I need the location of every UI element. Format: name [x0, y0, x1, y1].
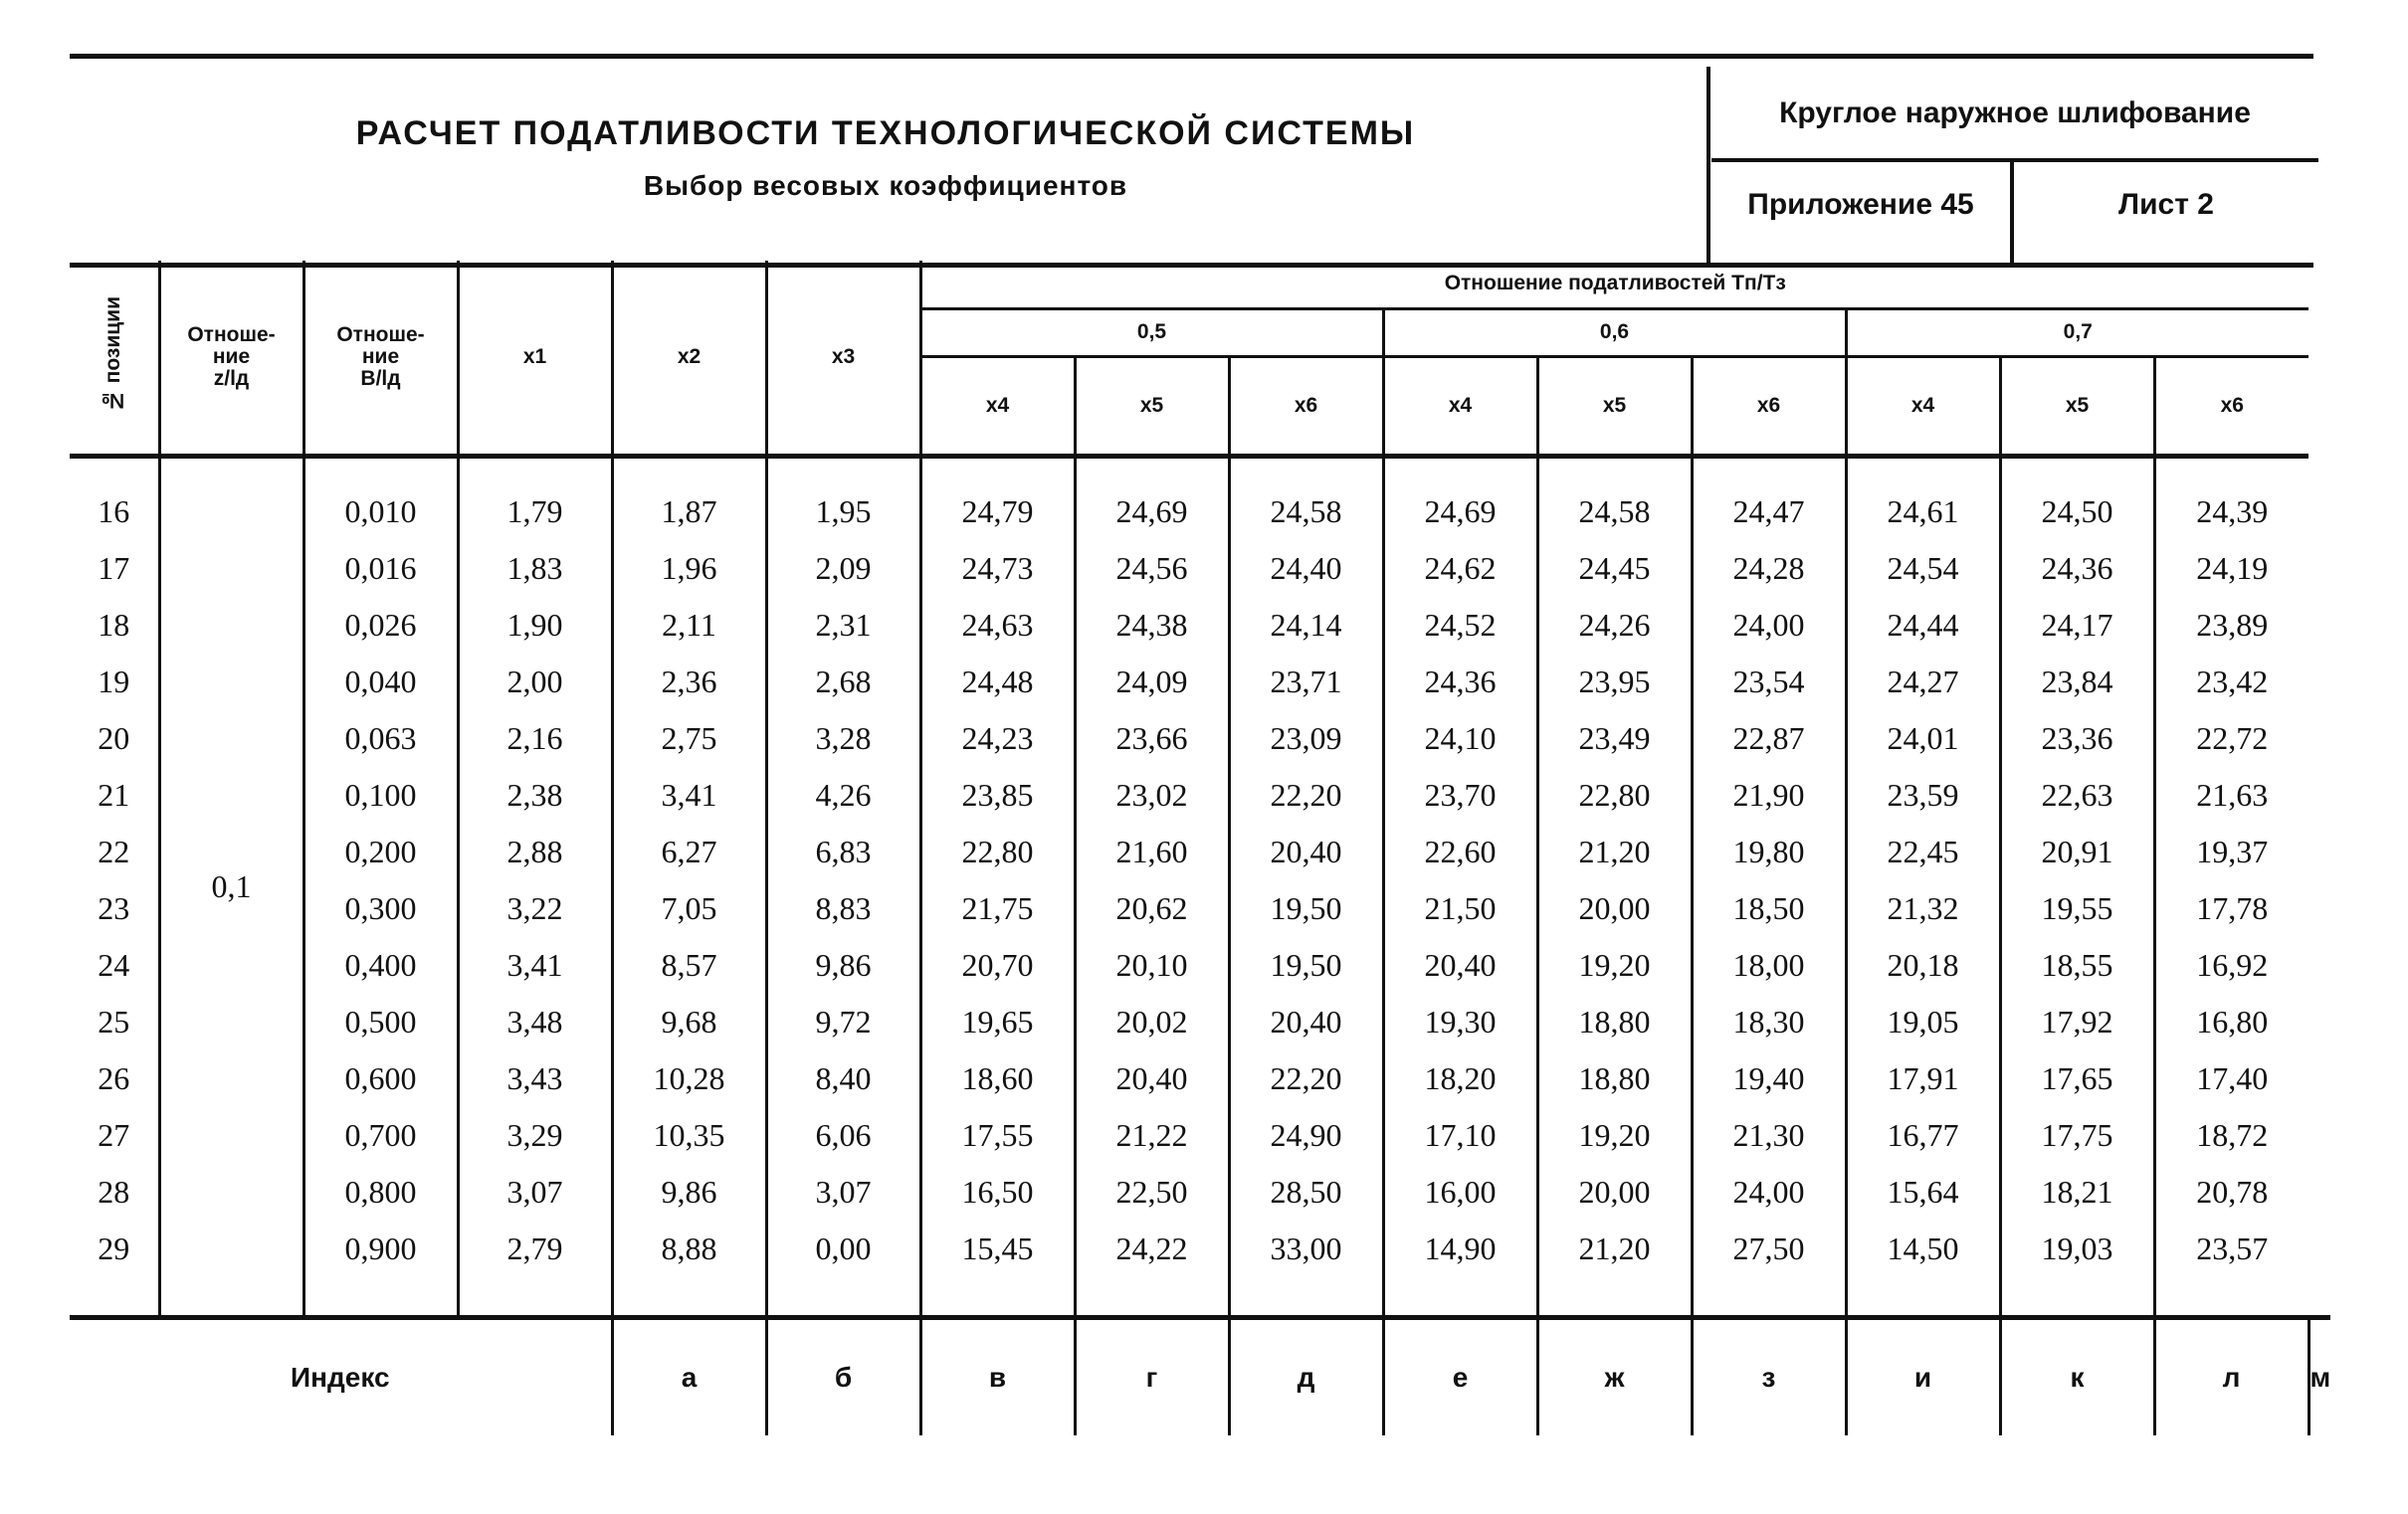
value-cell: 6,83 [766, 824, 920, 880]
value-cell: 24,58 [1537, 483, 1692, 540]
spacer-row [70, 456, 2330, 483]
value-cell: 22,63 [2000, 767, 2154, 824]
value-cell: 24,58 [1229, 483, 1383, 540]
value-cell: 24,38 [1075, 597, 1229, 654]
value-cell: 24,36 [1383, 654, 1537, 710]
value-cell: 18,00 [1692, 937, 1846, 994]
value-cell: 0,500 [303, 994, 458, 1050]
value-cell: 2,16 [458, 710, 612, 767]
table-row [70, 937, 2330, 994]
table-row [70, 1050, 2330, 1107]
value-cell: 24,17 [2000, 597, 2154, 654]
index-letter: з [1692, 1317, 1846, 1435]
value-cell: 2,75 [612, 710, 766, 767]
position-cell: 17 [98, 550, 130, 586]
value-cell: 22,45 [1846, 824, 2000, 880]
index-letter: м [2308, 1317, 2330, 1435]
subcol-x5: x5 [1075, 356, 1229, 456]
value-cell: 17,40 [2154, 1050, 2308, 1107]
value-cell: 24,23 [920, 710, 1075, 767]
value-cell: 19,20 [1537, 937, 1692, 994]
value-cell: 18,72 [2154, 1107, 2308, 1164]
ratio-z-line1: Отноше- [187, 322, 276, 346]
value-cell: 0,063 [303, 710, 458, 767]
value-cell: 24,79 [920, 483, 1075, 540]
value-cell: 24,45 [1537, 540, 1692, 597]
x2-header: x2 [612, 261, 766, 456]
process-name: Круглое наружное шлифование [1779, 96, 2251, 129]
value-cell: 17,91 [1846, 1050, 2000, 1107]
value-cell: 22,87 [1692, 710, 1846, 767]
value-cell: 20,70 [920, 937, 1075, 994]
value-cell: 20,40 [1229, 994, 1383, 1050]
group-0-5: 0,5 [920, 308, 1383, 356]
value-cell: 19,50 [1229, 937, 1383, 994]
table-row [70, 880, 2330, 937]
value-cell: 23,57 [2154, 1221, 2308, 1277]
value-cell: 4,26 [766, 767, 920, 824]
subcol-x4: x4 [1846, 356, 2000, 456]
value-cell: 23,54 [1692, 654, 1846, 710]
value-cell: 19,50 [1229, 880, 1383, 937]
value-cell: 21,20 [1537, 1221, 1692, 1277]
value-cell: 14,50 [1846, 1221, 2000, 1277]
value-cell: 2,11 [612, 597, 766, 654]
value-cell: 24,28 [1692, 540, 1846, 597]
value-cell: 22,80 [1537, 767, 1692, 824]
value-cell: 2,38 [458, 767, 612, 824]
value-cell: 20,91 [2000, 824, 2154, 880]
value-cell: 23,70 [1383, 767, 1537, 824]
value-cell: 24,56 [1075, 540, 1229, 597]
value-cell: 24,19 [2154, 540, 2308, 597]
subcol-x4: x4 [1383, 356, 1537, 456]
x3-header: x3 [766, 261, 920, 456]
value-cell: 23,85 [920, 767, 1075, 824]
value-cell: 2,31 [766, 597, 920, 654]
document-header [70, 54, 2313, 268]
value-cell: 20,78 [2154, 1164, 2308, 1221]
value-cell: 0,040 [303, 654, 458, 710]
value-cell: 3,43 [458, 1050, 612, 1107]
value-cell: 17,65 [2000, 1050, 2154, 1107]
coefficients-table [70, 261, 2330, 1435]
value-cell: 28,50 [1229, 1164, 1383, 1221]
ratio-z-line2: ние [212, 344, 251, 368]
value-cell: 24,73 [920, 540, 1075, 597]
value-cell: 17,75 [2000, 1107, 2154, 1164]
appendix-label: Приложение 45 [1747, 188, 1974, 221]
value-cell: 24,27 [1846, 654, 2000, 710]
position-cell: 24 [98, 947, 130, 983]
index-letter: ж [1537, 1317, 1692, 1435]
value-cell: 18,80 [1537, 1050, 1692, 1107]
value-cell: 21,20 [1537, 824, 1692, 880]
value-cell: 0,700 [303, 1107, 458, 1164]
value-cell: 0,300 [303, 880, 458, 937]
table-row [70, 767, 2330, 824]
value-cell: 23,09 [1229, 710, 1383, 767]
value-cell: 2,68 [766, 654, 920, 710]
position-cell: 19 [98, 663, 130, 699]
value-cell: 7,05 [612, 880, 766, 937]
value-cell: 15,64 [1846, 1164, 2000, 1221]
subcol-x6: x6 [2154, 356, 2308, 456]
value-cell: 6,27 [612, 824, 766, 880]
value-cell: 21,63 [2154, 767, 2308, 824]
z-ratio-value: 0,1 [211, 867, 252, 904]
value-cell: 16,92 [2154, 937, 2308, 994]
value-cell: 21,75 [920, 880, 1075, 937]
value-cell: 19,80 [1692, 824, 1846, 880]
index-letter: к [2000, 1317, 2154, 1435]
index-letter: е [1383, 1317, 1537, 1435]
position-cell: 27 [98, 1117, 130, 1153]
table-row [70, 1164, 2330, 1221]
value-cell: 22,72 [2154, 710, 2308, 767]
value-cell: 0,100 [303, 767, 458, 824]
value-cell: 0,900 [303, 1221, 458, 1277]
position-cell: 20 [98, 720, 130, 756]
value-cell: 23,42 [2154, 654, 2308, 710]
position-cell: 29 [98, 1230, 130, 1266]
value-cell: 15,45 [920, 1221, 1075, 1277]
value-cell: 24,47 [1692, 483, 1846, 540]
value-cell: 18,50 [1692, 880, 1846, 937]
value-cell: 24,50 [2000, 483, 2154, 540]
value-cell: 0,010 [303, 483, 458, 540]
document-title: РАСЧЕТ ПОДАТЛИВОСТИ ТЕХНОЛОГИЧЕСКОЙ СИСТЕМЫ [355, 114, 1416, 152]
position-cell: 26 [98, 1060, 130, 1096]
value-cell: 9,86 [612, 1164, 766, 1221]
value-cell: 24,69 [1075, 483, 1229, 540]
value-cell: 27,50 [1692, 1221, 1846, 1277]
table-row [70, 994, 2330, 1050]
value-cell: 3,41 [612, 767, 766, 824]
value-cell: 17,78 [2154, 880, 2308, 937]
value-cell: 21,60 [1075, 824, 1229, 880]
ratio-z-header [159, 261, 303, 456]
value-cell: 18,80 [1537, 994, 1692, 1050]
value-cell: 20,40 [1383, 937, 1537, 994]
value-cell: 21,22 [1075, 1107, 1229, 1164]
position-cell: 18 [98, 607, 130, 643]
value-cell: 8,83 [766, 880, 920, 937]
value-cell: 19,65 [920, 994, 1075, 1050]
value-cell: 22,20 [1229, 767, 1383, 824]
value-cell: 24,39 [2154, 483, 2308, 540]
value-cell: 17,55 [920, 1107, 1075, 1164]
value-cell: 2,09 [766, 540, 920, 597]
value-cell: 21,32 [1846, 880, 2000, 937]
position-header [70, 261, 159, 456]
value-cell: 22,60 [1383, 824, 1537, 880]
value-cell: 0,00 [766, 1221, 920, 1277]
table-row [70, 1107, 2330, 1164]
index-letter: а [612, 1317, 766, 1435]
value-cell: 20,00 [1537, 880, 1692, 937]
value-cell: 17,92 [2000, 994, 2154, 1050]
value-cell: 9,68 [612, 994, 766, 1050]
value-cell: 24,63 [920, 597, 1075, 654]
ratio-b-header [303, 261, 458, 456]
value-cell: 16,50 [920, 1164, 1075, 1221]
table-row [70, 1221, 2330, 1277]
value-cell: 24,40 [1229, 540, 1383, 597]
value-cell: 3,41 [458, 937, 612, 994]
value-cell: 19,37 [2154, 824, 2308, 880]
value-cell: 19,05 [1846, 994, 2000, 1050]
value-cell: 17,10 [1383, 1107, 1537, 1164]
index-letter: б [766, 1317, 920, 1435]
ratio-b-line3: B/lд [360, 366, 401, 390]
value-cell: 33,00 [1229, 1221, 1383, 1277]
value-cell: 3,48 [458, 994, 612, 1050]
position-cell: 22 [98, 834, 130, 869]
value-cell: 20,18 [1846, 937, 2000, 994]
info-block [1711, 59, 2318, 263]
value-cell: 22,20 [1229, 1050, 1383, 1107]
value-cell: 2,00 [458, 654, 612, 710]
value-cell: 18,21 [2000, 1164, 2154, 1221]
value-cell: 1,90 [458, 597, 612, 654]
z-ratio-cell [159, 456, 303, 1317]
value-cell: 0,016 [303, 540, 458, 597]
index-letter: в [920, 1317, 1075, 1435]
value-cell: 1,79 [458, 483, 612, 540]
title-block [70, 59, 1702, 263]
x1-header: x1 [458, 261, 612, 456]
value-cell: 24,90 [1229, 1107, 1383, 1164]
table-row [70, 824, 2330, 880]
header-divider [1706, 67, 1710, 263]
value-cell: 3,29 [458, 1107, 612, 1164]
subcol-x5: x5 [2000, 356, 2154, 456]
info-divider [1711, 158, 2318, 162]
value-cell: 20,40 [1229, 824, 1383, 880]
value-cell: 23,71 [1229, 654, 1383, 710]
position-cell: 28 [98, 1174, 130, 1210]
value-cell: 1,96 [612, 540, 766, 597]
value-cell: 3,07 [458, 1164, 612, 1221]
value-cell: 0,800 [303, 1164, 458, 1221]
value-cell: 23,02 [1075, 767, 1229, 824]
table-row [70, 483, 2330, 540]
value-cell: 18,55 [2000, 937, 2154, 994]
value-cell: 3,22 [458, 880, 612, 937]
value-cell: 24,48 [920, 654, 1075, 710]
value-cell: 1,95 [766, 483, 920, 540]
subcol-x5: x5 [1537, 356, 1692, 456]
value-cell: 19,20 [1537, 1107, 1692, 1164]
value-cell: 24,69 [1383, 483, 1537, 540]
value-cell: 16,00 [1383, 1164, 1537, 1221]
subcol-x4: x4 [920, 356, 1075, 456]
value-cell: 23,84 [2000, 654, 2154, 710]
value-cell: 20,10 [1075, 937, 1229, 994]
value-cell: 21,90 [1692, 767, 1846, 824]
position-cell: 25 [98, 1004, 130, 1040]
value-cell: 24,36 [2000, 540, 2154, 597]
position-cell: 21 [98, 777, 130, 813]
document-subtitle: Выбор весовых коэффициентов [643, 170, 1128, 201]
value-cell: 24,00 [1692, 597, 1846, 654]
value-cell: 21,30 [1692, 1107, 1846, 1164]
value-cell: 0,600 [303, 1050, 458, 1107]
value-cell: 18,30 [1692, 994, 1846, 1050]
group-title: Отношение податливостей Tп/Tз [920, 261, 2308, 308]
value-cell: 19,30 [1383, 994, 1537, 1050]
value-cell: 3,28 [766, 710, 920, 767]
table-row [70, 540, 2330, 597]
value-cell: 8,57 [612, 937, 766, 994]
value-cell: 24,44 [1846, 597, 2000, 654]
value-cell: 8,88 [612, 1221, 766, 1277]
value-cell: 1,83 [458, 540, 612, 597]
value-cell: 24,09 [1075, 654, 1229, 710]
value-cell: 8,40 [766, 1050, 920, 1107]
index-letter: л [2154, 1317, 2308, 1435]
value-cell: 10,28 [612, 1050, 766, 1107]
value-cell: 18,20 [1383, 1050, 1537, 1107]
group-0-6: 0,6 [1383, 308, 1846, 356]
value-cell: 0,400 [303, 937, 458, 994]
sheet-label: Лист 2 [2118, 188, 2214, 221]
ratio-b-line1: Отноше- [336, 322, 425, 346]
index-letter: г [1075, 1317, 1229, 1435]
value-cell: 23,49 [1537, 710, 1692, 767]
subcol-x6: x6 [1692, 356, 1846, 456]
index-label: Индекс [70, 1317, 612, 1435]
table-row [70, 710, 2330, 767]
value-cell: 19,55 [2000, 880, 2154, 937]
value-cell: 0,026 [303, 597, 458, 654]
value-cell: 20,02 [1075, 994, 1229, 1050]
value-cell: 18,60 [920, 1050, 1075, 1107]
value-cell: 2,88 [458, 824, 612, 880]
value-cell: 22,50 [1075, 1164, 1229, 1221]
value-cell: 2,36 [612, 654, 766, 710]
position-cell: 23 [98, 890, 130, 926]
value-cell: 24,01 [1846, 710, 2000, 767]
value-cell: 24,61 [1846, 483, 2000, 540]
position-header-text: № позиции [101, 296, 125, 413]
value-cell: 23,36 [2000, 710, 2154, 767]
value-cell: 3,07 [766, 1164, 920, 1221]
value-cell: 22,80 [920, 824, 1075, 880]
table-row [70, 597, 2330, 654]
value-cell: 9,86 [766, 937, 920, 994]
value-cell: 2,79 [458, 1221, 612, 1277]
subcol-x6: x6 [1229, 356, 1383, 456]
value-cell: 24,54 [1846, 540, 2000, 597]
ratio-z-line3: z/lд [213, 366, 250, 390]
value-cell: 24,14 [1229, 597, 1383, 654]
value-cell: 24,52 [1383, 597, 1537, 654]
value-cell: 1,87 [612, 483, 766, 540]
value-cell: 19,40 [1692, 1050, 1846, 1107]
value-cell: 10,35 [612, 1107, 766, 1164]
ratio-b-line2: ние [361, 344, 400, 368]
spacer-row [70, 1277, 2330, 1317]
index-letter: и [1846, 1317, 2000, 1435]
group-0-7: 0,7 [1846, 308, 2308, 356]
value-cell: 23,89 [2154, 597, 2308, 654]
value-cell: 24,22 [1075, 1221, 1229, 1277]
value-cell: 9,72 [766, 994, 920, 1050]
table-body [70, 456, 2330, 1317]
value-cell: 6,06 [766, 1107, 920, 1164]
value-cell: 24,62 [1383, 540, 1537, 597]
value-cell: 24,26 [1537, 597, 1692, 654]
value-cell: 23,59 [1846, 767, 2000, 824]
value-cell: 23,66 [1075, 710, 1229, 767]
value-cell: 24,00 [1692, 1164, 1846, 1221]
value-cell: 19,03 [2000, 1221, 2154, 1277]
value-cell: 24,10 [1383, 710, 1537, 767]
value-cell: 0,200 [303, 824, 458, 880]
value-cell: 16,77 [1846, 1107, 2000, 1164]
value-cell: 20,00 [1537, 1164, 1692, 1221]
value-cell: 16,80 [2154, 994, 2308, 1050]
index-letter: д [1229, 1317, 1383, 1435]
value-cell: 20,62 [1075, 880, 1229, 937]
value-cell: 21,50 [1383, 880, 1537, 937]
value-cell: 23,95 [1537, 654, 1692, 710]
value-cell: 14,90 [1383, 1221, 1537, 1277]
position-cell: 16 [98, 493, 130, 529]
table-row [70, 654, 2330, 710]
value-cell: 20,40 [1075, 1050, 1229, 1107]
